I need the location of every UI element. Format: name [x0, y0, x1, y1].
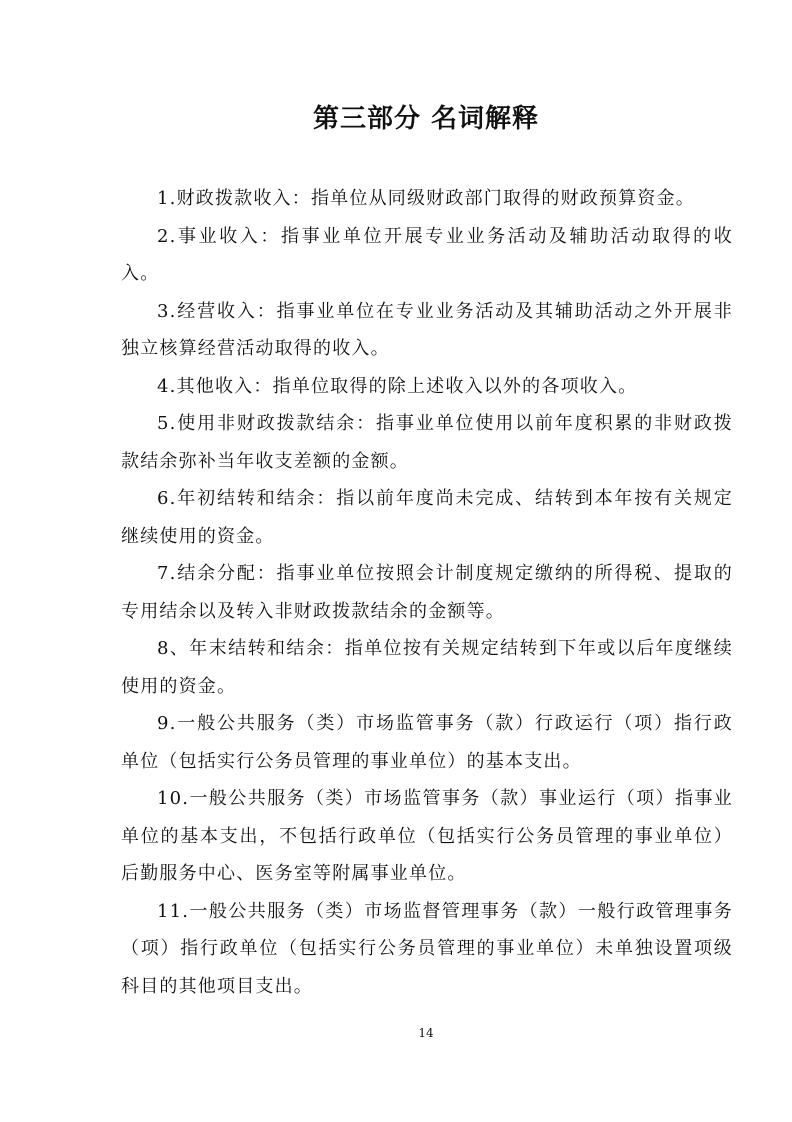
definition-paragraph: 11.一般公共服务（类）市场监督管理事务（款）一般行政管理事务（项）指行政单位（包括实行公务员管理的事业单位）未单独设置项级科目的其他项目支出。: [121, 900, 733, 997]
page-title: 第三部分 名词解释: [312, 104, 540, 134]
definition-paragraph: 6.年初结转和结余：指以前年度尚未完成、结转到本年按有关规定继续使用的资金。: [121, 488, 733, 547]
definition-paragraph: 10.一般公共服务（类）市场监管事务（款）事业运行（项）指事业单位的基本支出，不包括行政单位（包括实行公务员管理的事业单位）后勤服务中心、医务室等附属事业单位。: [121, 788, 733, 884]
definition-paragraph: 5.使用非财政拨款结余：指事业单位使用以前年度积累的非财政拨款结余弥补当年收支差额的金额。: [121, 413, 733, 472]
definitions-list: [121, 180, 733, 1005]
definition-paragraph: 7.结余分配：指事业单位按照会计制度规定缴纳的所得税、提取的专用结余以及转入非财政拨款结余的金额等。: [121, 563, 733, 622]
definition-paragraph: 8、年末结转和结余：指单位按有关规定结转到下年或以后年度继续使用的资金。: [121, 638, 733, 697]
definition-paragraph: 2.事业收入：指事业单位开展专业业务活动及辅助活动取得的收入。: [121, 225, 733, 284]
definition-paragraph: 9.一般公共服务（类）市场监管事务（款）行政运行（项）指行政单位（包括实行公务员管理的事业单位）的基本支出。: [121, 713, 733, 772]
definition-paragraph: 3.经营收入：指事业单位在专业业务活动及其辅助活动之外开展非独立核算经营活动取得的收入。: [121, 300, 733, 359]
definition-paragraph: 4.其他收入：指单位取得的除上述收入以外的各项收入。: [157, 375, 638, 397]
page-number: 14: [418, 1026, 434, 1040]
definition-paragraph: 1.财政拨款收入：指单位从同级财政部门取得的财政预算资金。: [157, 188, 695, 209]
